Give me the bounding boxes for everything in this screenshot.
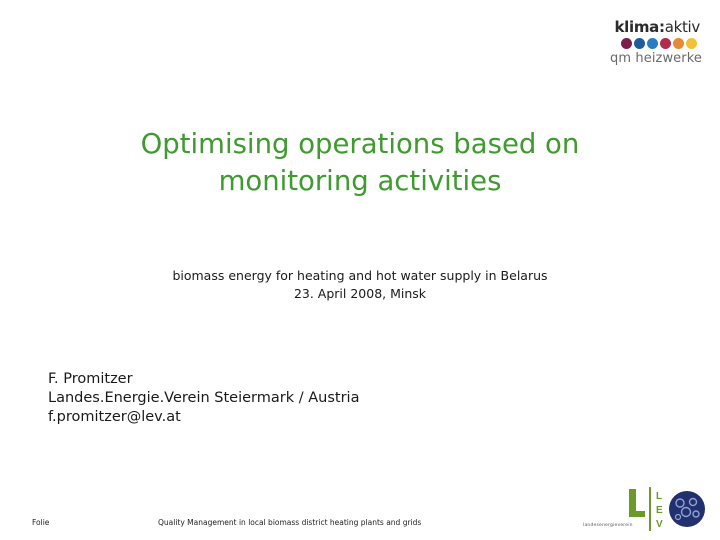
logo-dot-5 <box>673 38 684 49</box>
author-organization: Landes.Energie.Verein Steiermark / Austria <box>48 390 360 406</box>
author-email[interactable]: f.promitzer@lev.at <box>48 409 181 425</box>
slide-subtitle <box>100 267 620 303</box>
footer-title: Quality Management in local biomass district heating plants and grids <box>158 518 422 527</box>
logo-dot-2 <box>634 38 645 49</box>
svg-text:V: V <box>656 519 663 530</box>
logo-dot-4 <box>660 38 671 49</box>
logo-dot-6 <box>686 38 697 49</box>
svg-text:L: L <box>656 491 663 502</box>
klima-aktiv-logo <box>576 14 706 70</box>
svg-text:E: E <box>656 505 663 516</box>
slide-title <box>60 126 660 200</box>
title-line-2: monitoring activities <box>218 165 502 197</box>
logo-brand-text: klima:aktiv <box>614 18 700 36</box>
subtitle-event: biomass energy for heating and hot water supply in Belarus <box>172 268 548 283</box>
subtitle-date: 23. April 2008, Minsk <box>293 286 427 301</box>
lev-logo-caption: landesenergieverein <box>583 523 633 528</box>
logo-dot-1 <box>621 38 632 49</box>
footer-folie: Folie <box>32 518 50 527</box>
title-line-1: Optimising operations based on <box>140 128 580 160</box>
author-name: F. Promitzer <box>48 371 133 387</box>
logo-dots <box>621 38 697 49</box>
author-block <box>48 370 359 427</box>
logo-subtitle: qm heizwerke <box>610 51 702 66</box>
logo-dot-3 <box>647 38 658 49</box>
